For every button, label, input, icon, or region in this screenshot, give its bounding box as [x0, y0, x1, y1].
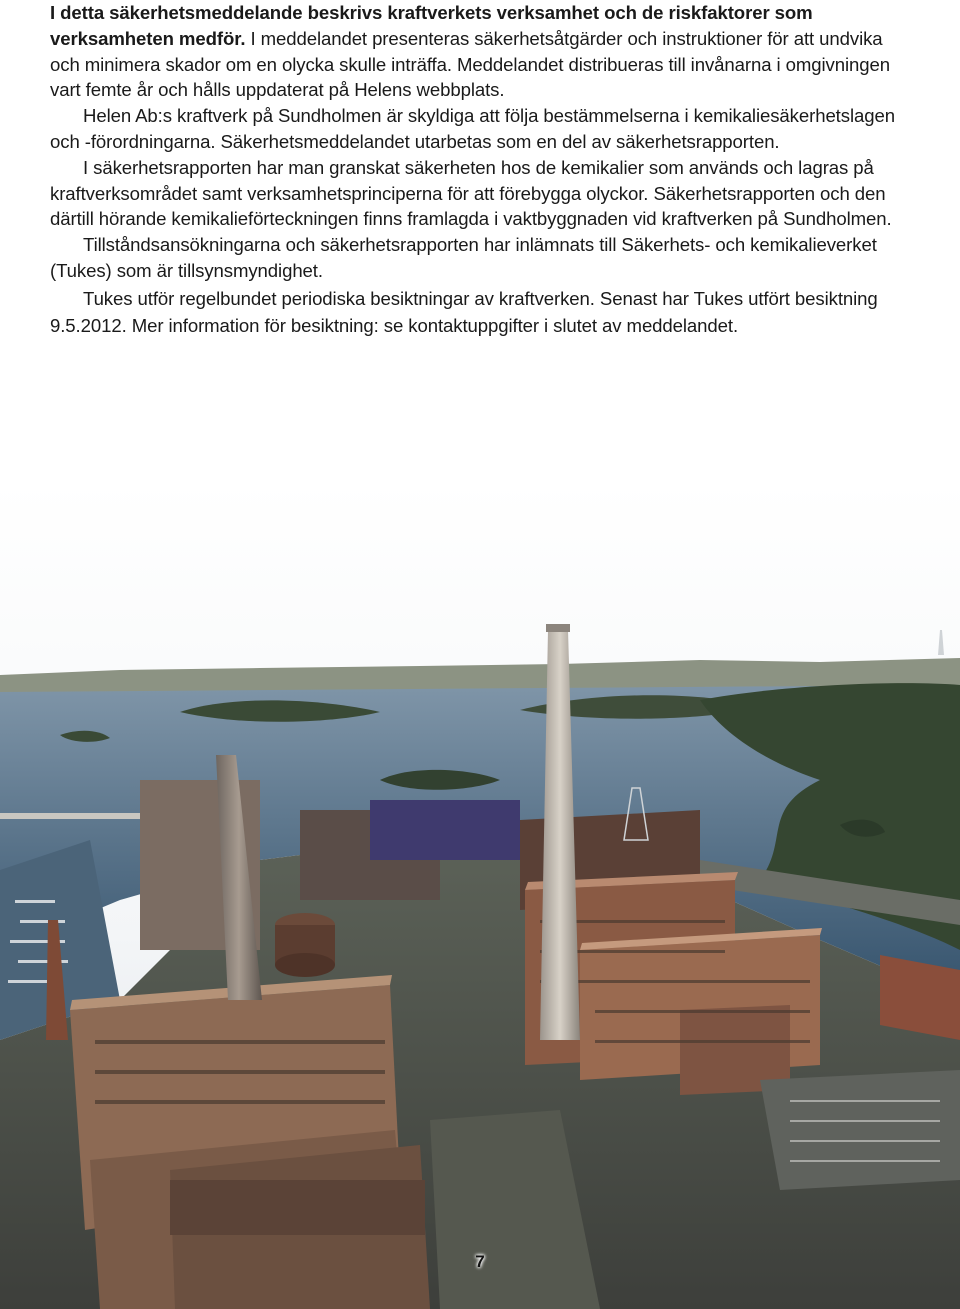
paragraph-intro	[50, 0, 900, 103]
intro-bold-text: I detta säkerhetsmeddelande beskrivs kraftverkets verksamhet och de riskfaktorer som verksamheten medför.	[50, 2, 813, 49]
body-text	[50, 0, 900, 339]
intro-text: I meddelandet presenteras säkerhetsåtgärder och instruktioner för att undvika och minimera skador om en olycka skulle inträffa. Meddelandet distribueras till invånarna i omgivningen vart femte år och hålls uppdaterat på Helens webbplats.	[50, 27, 890, 101]
page-number: 7	[475, 1252, 485, 1271]
paragraph-application: Tillståndsansökningarna och säkerhetsrapporten har inlämnats till Säkerhets- och kemikalieverket (Tukes) som är tillsynsmyndighet.	[50, 234, 877, 281]
power-plant-aerial-photo	[0, 480, 960, 1309]
paragraph-inspection: Tukes utför regelbundet periodiska besiktningar av kraftverken. Senast har Tukes utfört besiktning 9.5.2012. Mer information för besiktning: se kontaktuppgifter i slutet av meddelandet.	[50, 287, 878, 336]
paragraph-safety-report: I säkerhetsrapporten har man granskat säkerheten hos de kemikalier som används och lagras på kraftverksområdet samt verksamhetsprinciperna för att förebygga olyckor. Säkerhetsrapporten och den därtill hörande kemikalieförteckningen finns framlagda i vaktbyggnaden vid kraftverken på Sundholmen.	[50, 156, 892, 230]
paragraph-legislation: Helen Ab:s kraftverk på Sundholmen är skyldiga att följa bestämmelserna i kemikaliesäkerhetslagen och -förordningarna. Säkerhetsmeddelandet utarbetas som en del av säkerhetsrapporten.	[50, 105, 895, 152]
